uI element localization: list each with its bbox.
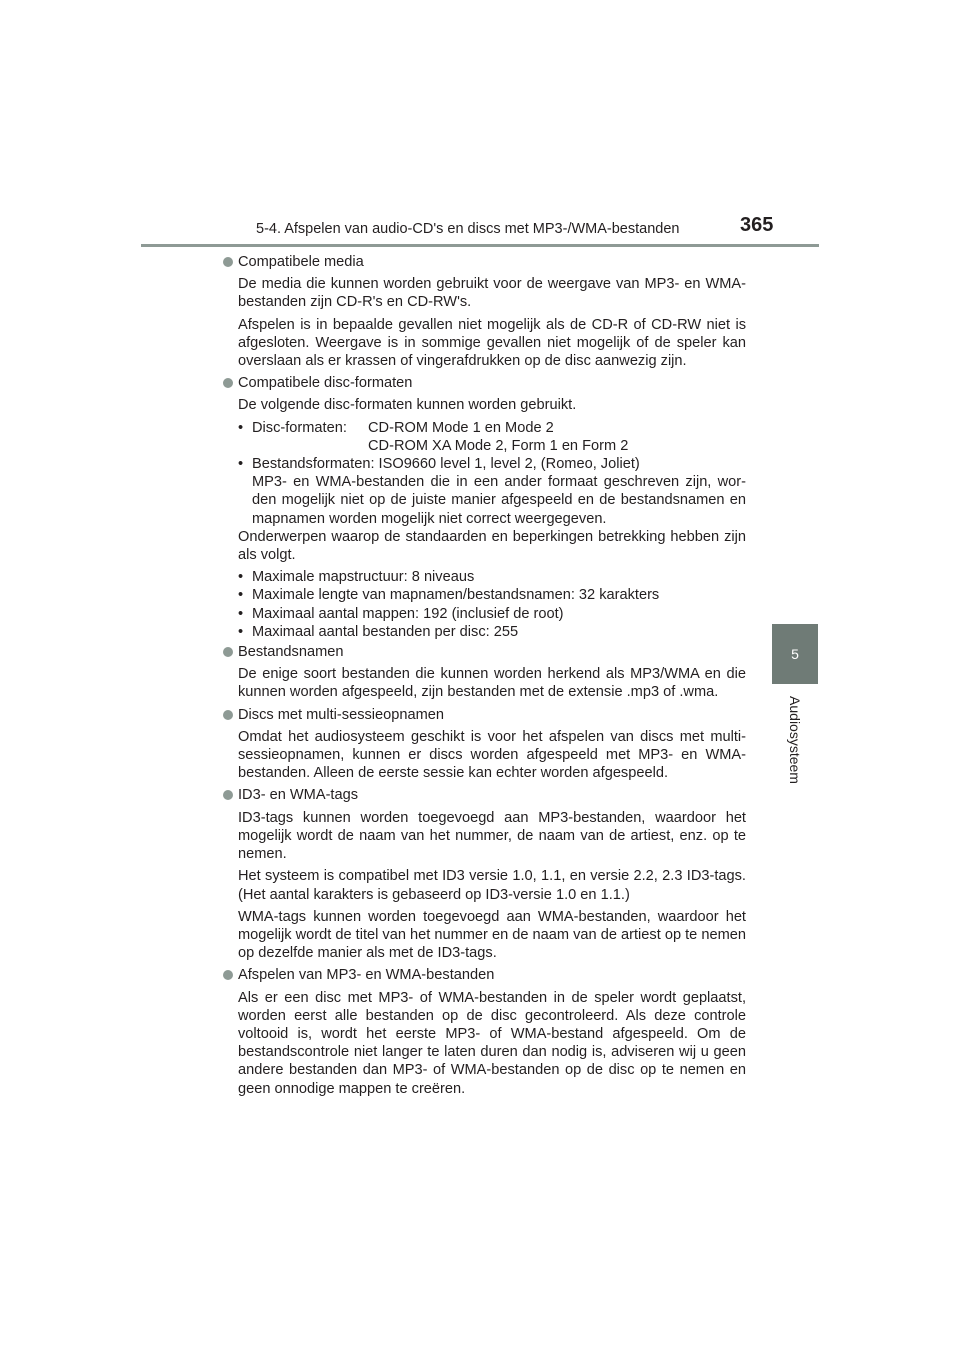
- paragraph: Onderwerpen waarop de standaarden en beperkingen betrekking hebben zijn als volgt.: [238, 528, 746, 564]
- bullet-icon: [223, 257, 233, 267]
- paragraph: ID3-tags kunnen worden toegevoegd aan MP3-bestanden, waardoor het mogelijk wordt de naam van het nummer, de naam van de artiest, enz. op te nemen.: [238, 809, 746, 863]
- list-item: • Maximaal aantal mappen: 192 (inclusief de root): [238, 605, 746, 623]
- list-item: [238, 455, 746, 528]
- definition-values: [368, 419, 628, 455]
- bullet-icon: [223, 378, 233, 388]
- section-tags: [222, 786, 746, 962]
- page-content: [222, 253, 746, 1102]
- paragraph: De volgende disc-formaten kunnen worden gebruikt.: [238, 397, 577, 414]
- bullet-icon: [223, 790, 233, 800]
- list-item: [238, 419, 746, 455]
- paragraph: De enige soort bestanden die kunnen worden herkend als MP3/WMA en die kunnen worden afgespeeld, zijn bestanden met de extensie .mp3 of .wma.: [238, 666, 746, 701]
- section-heading: ID3- en WMA-tags: [222, 786, 746, 804]
- definition-row: [252, 419, 746, 455]
- header-title: 5-4. Afspelen van audio-CD's en discs met MP3-/WMA-bestanden: [256, 221, 680, 237]
- section-playback: [222, 966, 746, 1097]
- section-formats: [222, 374, 746, 641]
- list-item: • Maximale mapstructuur: 8 niveaus: [238, 568, 746, 586]
- section-heading: Compatibele media: [222, 253, 746, 271]
- bullet-icon: [223, 970, 233, 980]
- definition-term: • Disc-formaten:: [252, 419, 347, 436]
- limits-list: [238, 568, 746, 641]
- section-heading: Compatibele disc-formaten: [222, 374, 746, 392]
- definition-value: CD-ROM Mode 1 en Mode 2: [368, 419, 554, 436]
- section-heading: Bestandsnamen: [222, 643, 746, 661]
- bullet-icon: [223, 647, 233, 657]
- header-rule: [141, 244, 819, 247]
- paragraph: De media die kunnen worden gebruikt voor de weergave van MP3- en WMA-bestanden zijn CD-R's en CD-RW's.: [238, 276, 746, 311]
- paragraph: WMA-tags kunnen worden toegevoegd aan WMA-bestanden, waardoor het mogelijk wordt de titel van het nummer en de naam van de artiest op te nemen op dezelfde manier als met de ID3-tags.: [238, 908, 746, 962]
- page-number: 365: [740, 214, 774, 236]
- section-multisession: [222, 706, 746, 783]
- section-heading: Afspelen van MP3- en WMA-bestanden: [222, 966, 746, 984]
- paragraph: Het systeem is compatibel met ID3 versie 1.0, 1.1, en versie 2.2, 2.3 ID3-tags. (Het aantal karakters is gebaseerd op ID3-versie 1.0 en 1.1.): [238, 868, 746, 903]
- bullet-icon: [223, 710, 233, 720]
- chapter-tab[interactable]: 5: [772, 624, 818, 684]
- list-item: • Maximaal aantal bestanden per disc: 255: [238, 623, 746, 641]
- chapter-label: Audiosysteem: [787, 696, 803, 784]
- section-filenames: [222, 643, 746, 702]
- list-item-text: • Bestandsformaten: ISO9660 level 1, level 2, (Romeo, Joliet): [252, 456, 640, 473]
- paragraph: Omdat het audiosysteem geschikt is voor het afspelen van discs met multi-sessieopnamen, kunnen er discs worden afgespeeld met MP3- en WMA-bestanden. Alleen de eerste sessie kan echter worden afgespeeld.: [238, 728, 746, 782]
- list-item-note: MP3- en WMA-bestanden die in een ander formaat geschreven zijn, wor-den mogelijk niet op de juiste manier afgespeeld en de bestandsnamen en mapnamen worden mogelijk niet correct weergegeven.: [252, 474, 746, 527]
- section-media: [222, 253, 746, 370]
- format-list: [238, 419, 746, 528]
- definition-value: CD-ROM XA Mode 2, Form 1 en Form 2: [368, 437, 629, 454]
- section-heading: Discs met multi-sessieopnamen: [222, 706, 746, 724]
- list-item: • Maximale lengte van mapnamen/bestandsnamen: 32 karakters: [238, 586, 746, 604]
- paragraph: Als er een disc met MP3- of WMA-bestanden in de speler wordt geplaatst, worden eerst alle bestanden op de disc gecontroleerd. Als deze controle voltooid is, wordt het eerste MP3- of WMA-bestand afgespeeld. Om de bestandscontrole niet langer te laten duren dan nodig is, adviseren wij u geen andere bestanden dan MP3- of WMA-bestanden op de disc op te nemen en geen onnodige mappen te creëren.: [238, 989, 746, 1097]
- paragraph: Afspelen is in bepaalde gevallen niet mogelijk als de CD-R of CD-RW niet is afgesloten. Weergave is in sommige gevallen niet mogelijk of de speler kan overslaan als er krassen of vingerafdrukken op de disc aanwezig zijn.: [238, 316, 746, 370]
